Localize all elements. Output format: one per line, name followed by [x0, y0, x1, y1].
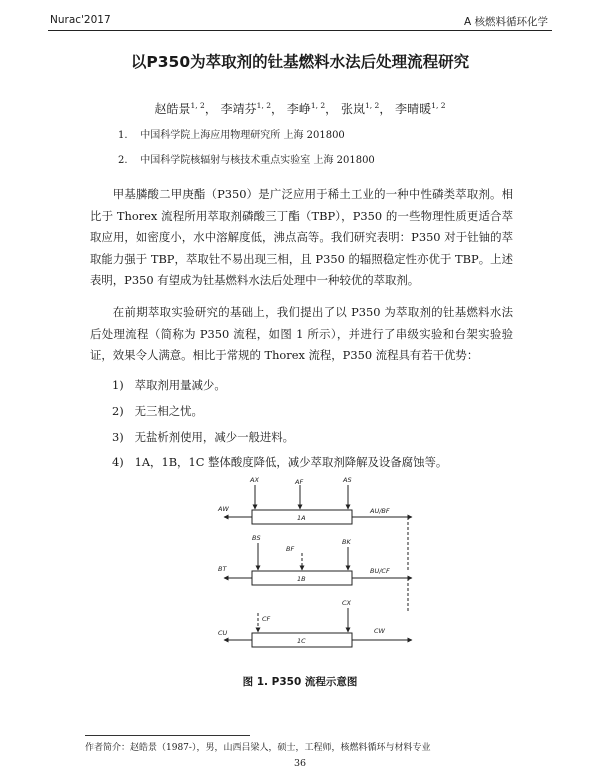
stream-bs: BS — [252, 534, 261, 542]
affiliation: 2. 中国科学院核辐射与核技术重点实验室 上海 201800 — [118, 155, 375, 166]
page-number: 36 — [293, 758, 307, 769]
paper-title: 以P350为萃取剂的钍基燃料水法后处理流程研究 — [130, 53, 470, 71]
list-item: 2) 无三相之忧。 — [112, 404, 203, 418]
stream-aw: AW — [218, 505, 229, 513]
body-paragraph: 在前期萃取实验研究的基础上，我们提出了以 P350 为萃取剂的钍基燃料水法后处理流程（简称为 P350 流程，如图 1 所示），并进行了串级实验和台架实验验证，效果令人满意。相比于常规的 Thorex 流程，P350 流程具有若干优势： — [90, 305, 513, 362]
unit-label-1c: 1C — [297, 637, 306, 645]
affiliation: 1. 中国科学院上海应用物理研究所 上海 201800 — [118, 130, 345, 141]
list-item: 4) 1A，1B，1C 整体酸度降低，减少萃取剂降解及设备腐蚀等。 — [112, 455, 448, 469]
author: 李靖芬$^{1, 2}$， — [220, 101, 283, 116]
body-paragraph: 甲基膦酸二甲庚酯（P350）是广泛应用于稀土工业的一种中性磷类萃取剂。相比于 Thorex 流程所用萃取剂磷酸三丁酯（TBP），P350 的一些物理性质更适合萃取应用，如密度小，水中溶解度低，沸点高等。我们研究表明：P350 对于钍铀的萃取能力强于 TBP，萃取钍不易出现三相，且 P350 的辐照稳定性亦优于 TBP。上述表明，P350 有望成为钍基燃料水法后处理中一种较优的萃取剂。 — [90, 187, 513, 287]
author: 赵皓景$^{1, 2}$， — [154, 101, 217, 116]
stream-cw: CW — [374, 627, 385, 635]
unit-label-1b: 1B — [297, 575, 306, 583]
running-header-right: A 核燃料循环化学 — [463, 16, 548, 28]
stream-cf: CF — [262, 615, 271, 623]
stream-bu-cf: BU/CF — [370, 567, 390, 575]
running-header-left: Nurac'2017 — [50, 14, 111, 26]
stream-bk: BK — [342, 538, 351, 546]
author: 李峥$^{1, 2}$， — [286, 101, 338, 116]
author: 张岚$^{1, 2}$， — [341, 101, 392, 116]
figure-caption: 图 1. P350 流程示意图 — [242, 676, 358, 688]
stream-au-bf: AU/BF — [370, 507, 390, 515]
stream-as: AS — [343, 476, 352, 484]
list-item: 3) 无盐析剂使用，减少一般进料。 — [112, 430, 295, 444]
stream-bt: BT — [218, 565, 227, 573]
stream-ax: AX — [250, 476, 259, 484]
footnote-rule — [85, 735, 250, 736]
list-item: 1) 萃取剂用量减少。 — [112, 378, 226, 392]
author: 李晴暖$^{1, 2}$ — [395, 101, 446, 116]
stream-bf: BF — [286, 545, 295, 553]
author-footnote: 作者简介：赵皓景（1987-），男，山西吕梁人，硕士，工程师，核燃料循环与材料专业 — [85, 743, 431, 753]
stream-cu: CU — [218, 629, 228, 637]
author-list — [0, 100, 600, 117]
header-rule — [48, 30, 552, 31]
unit-label-1a: 1A — [297, 514, 306, 522]
stream-cx: CX — [342, 599, 351, 607]
flowsheet-diagram — [180, 473, 430, 668]
stream-af: AF — [295, 478, 304, 486]
